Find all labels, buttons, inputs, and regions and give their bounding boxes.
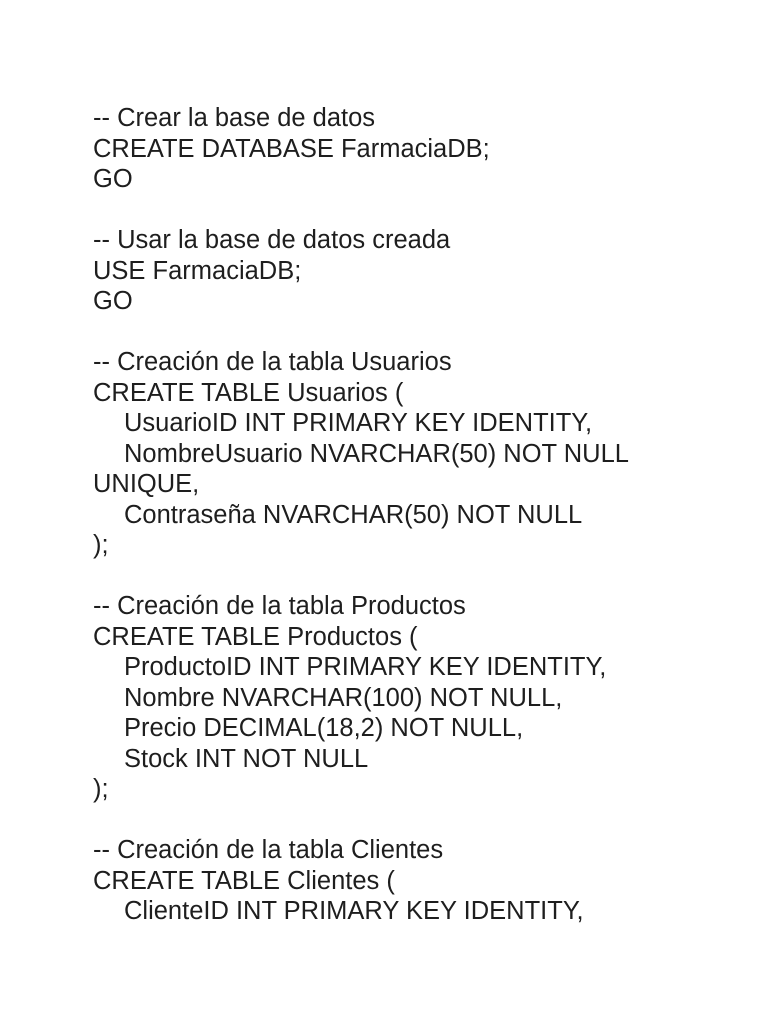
code-line: CREATE DATABASE FarmaciaDB; <box>93 134 490 163</box>
code-line: CREATE TABLE Clientes ( <box>93 866 395 895</box>
code-line-column: ClienteID INT PRIMARY KEY IDENTITY, <box>124 897 584 925</box>
code-line: ); <box>93 531 109 559</box>
sql-code-block <box>93 103 733 927</box>
code-line-column: NombreUsuario NVARCHAR(50) NOT NULL <box>124 439 629 468</box>
blank-line <box>93 195 733 226</box>
code-line-column: Nombre NVARCHAR(100) NOT NULL, <box>124 683 563 712</box>
blank-line <box>93 561 733 592</box>
code-line: CREATE TABLE Productos ( <box>93 622 418 651</box>
code-line-comment: -- Creación de la tabla Productos <box>93 592 466 620</box>
code-line: GO <box>93 165 133 193</box>
code-line-comment: -- Usar la base de datos creada <box>93 226 451 254</box>
code-line-comment: -- Creación de la tabla Clientes <box>93 836 444 864</box>
code-line-column: Precio DECIMAL(18,2) NOT NULL, <box>124 714 524 742</box>
code-line: USE FarmaciaDB; <box>93 256 302 285</box>
code-line: GO <box>93 287 133 315</box>
blank-line <box>93 805 733 836</box>
blank-line <box>93 317 733 348</box>
code-line-wrapped: UNIQUE, <box>93 470 200 498</box>
code-line: ); <box>93 775 109 803</box>
code-line: CREATE TABLE Usuarios ( <box>93 378 404 407</box>
code-line-column: ProductoID INT PRIMARY KEY IDENTITY, <box>124 653 607 681</box>
code-line-column: UsuarioID INT PRIMARY KEY IDENTITY, <box>124 409 593 437</box>
code-line-comment: -- Creación de la tabla Usuarios <box>93 348 452 376</box>
code-line-comment: -- Crear la base de datos <box>93 104 376 132</box>
code-line-column: Stock INT NOT NULL <box>124 744 369 773</box>
code-line-column: Contraseña NVARCHAR(50) NOT NULL <box>124 500 583 529</box>
